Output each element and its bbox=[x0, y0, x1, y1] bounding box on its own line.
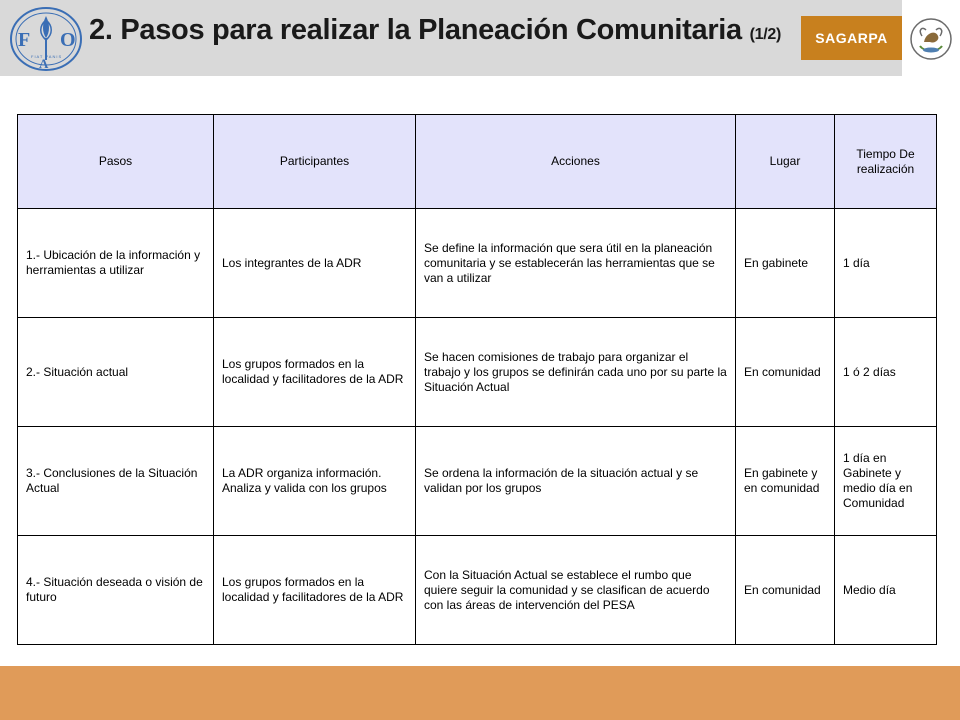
page-title-text: 2. Pasos para realizar la Planeación Comunitaria bbox=[89, 14, 742, 46]
cell-lugar: En comunidad bbox=[736, 318, 835, 427]
table-header-row bbox=[18, 115, 937, 209]
cell-tiempo: 1 día bbox=[835, 209, 937, 318]
cell-tiempo: Medio día bbox=[835, 536, 937, 645]
column-header-acciones: Acciones bbox=[416, 115, 736, 209]
fao-logo bbox=[8, 6, 84, 72]
cell-tiempo: 1 día en Gabinete y medio día en Comunidad bbox=[835, 427, 937, 536]
table-row bbox=[18, 536, 937, 645]
fao-motto: FIAT PANIS bbox=[31, 54, 63, 59]
column-header-pasos: Pasos bbox=[18, 115, 214, 209]
cell-participantes: Los grupos formados en la localidad y facilitadores de la ADR bbox=[214, 536, 416, 645]
cell-participantes: Los integrantes de la ADR bbox=[214, 209, 416, 318]
cell-lugar: En comunidad bbox=[736, 536, 835, 645]
cell-acciones: Se hacen comisiones de trabajo para organizar el trabajo y los grupos se definirán cada uno por su parte la Situación Actual bbox=[416, 318, 736, 427]
cell-paso: 3.- Conclusiones de la Situación Actual bbox=[18, 427, 214, 536]
footer-bar bbox=[0, 666, 960, 720]
cell-acciones: Se ordena la información de la situación actual y se validan por los grupos bbox=[416, 427, 736, 536]
column-header-lugar: Lugar bbox=[736, 115, 835, 209]
cell-participantes: La ADR organiza información. Analiza y valida con los grupos bbox=[214, 427, 416, 536]
mexico-seal-icon bbox=[908, 16, 954, 62]
table-row bbox=[18, 318, 937, 427]
steps-table bbox=[17, 114, 937, 645]
page-title bbox=[89, 14, 781, 47]
cell-participantes: Los grupos formados en la localidad y facilitadores de la ADR bbox=[214, 318, 416, 427]
table-row bbox=[18, 427, 937, 536]
table-row bbox=[18, 209, 937, 318]
cell-paso: 2.- Situación actual bbox=[18, 318, 214, 427]
header-bar bbox=[0, 0, 902, 76]
column-header-tiempo: Tiempo De realización bbox=[835, 115, 937, 209]
cell-paso: 4.- Situación deseada o visión de futuro bbox=[18, 536, 214, 645]
page-title-part: (1/2) bbox=[749, 26, 782, 43]
cell-lugar: En gabinete bbox=[736, 209, 835, 318]
fao-letter-f: F bbox=[18, 29, 31, 51]
cell-acciones: Se define la información que sera útil en la planeación comunitaria y se establecerán las herramientas que se van a utilizar bbox=[416, 209, 736, 318]
fao-letter-o: O bbox=[60, 29, 76, 51]
column-header-participantes: Participantes bbox=[214, 115, 416, 209]
cell-paso: 1.- Ubicación de la información y herramientas a utilizar bbox=[18, 209, 214, 318]
fao-letter-a: A bbox=[39, 56, 49, 71]
cell-tiempo: 1 ó 2 días bbox=[835, 318, 937, 427]
cell-acciones: Con la Situación Actual se establece el rumbo que quiere seguir la comunidad y se clasifican de acuerdo con las áreas de intervención del PESA bbox=[416, 536, 736, 645]
sagarpa-logo bbox=[801, 16, 902, 60]
cell-lugar: En gabinete y en comunidad bbox=[736, 427, 835, 536]
sagarpa-label: SAGARPA bbox=[815, 30, 888, 46]
